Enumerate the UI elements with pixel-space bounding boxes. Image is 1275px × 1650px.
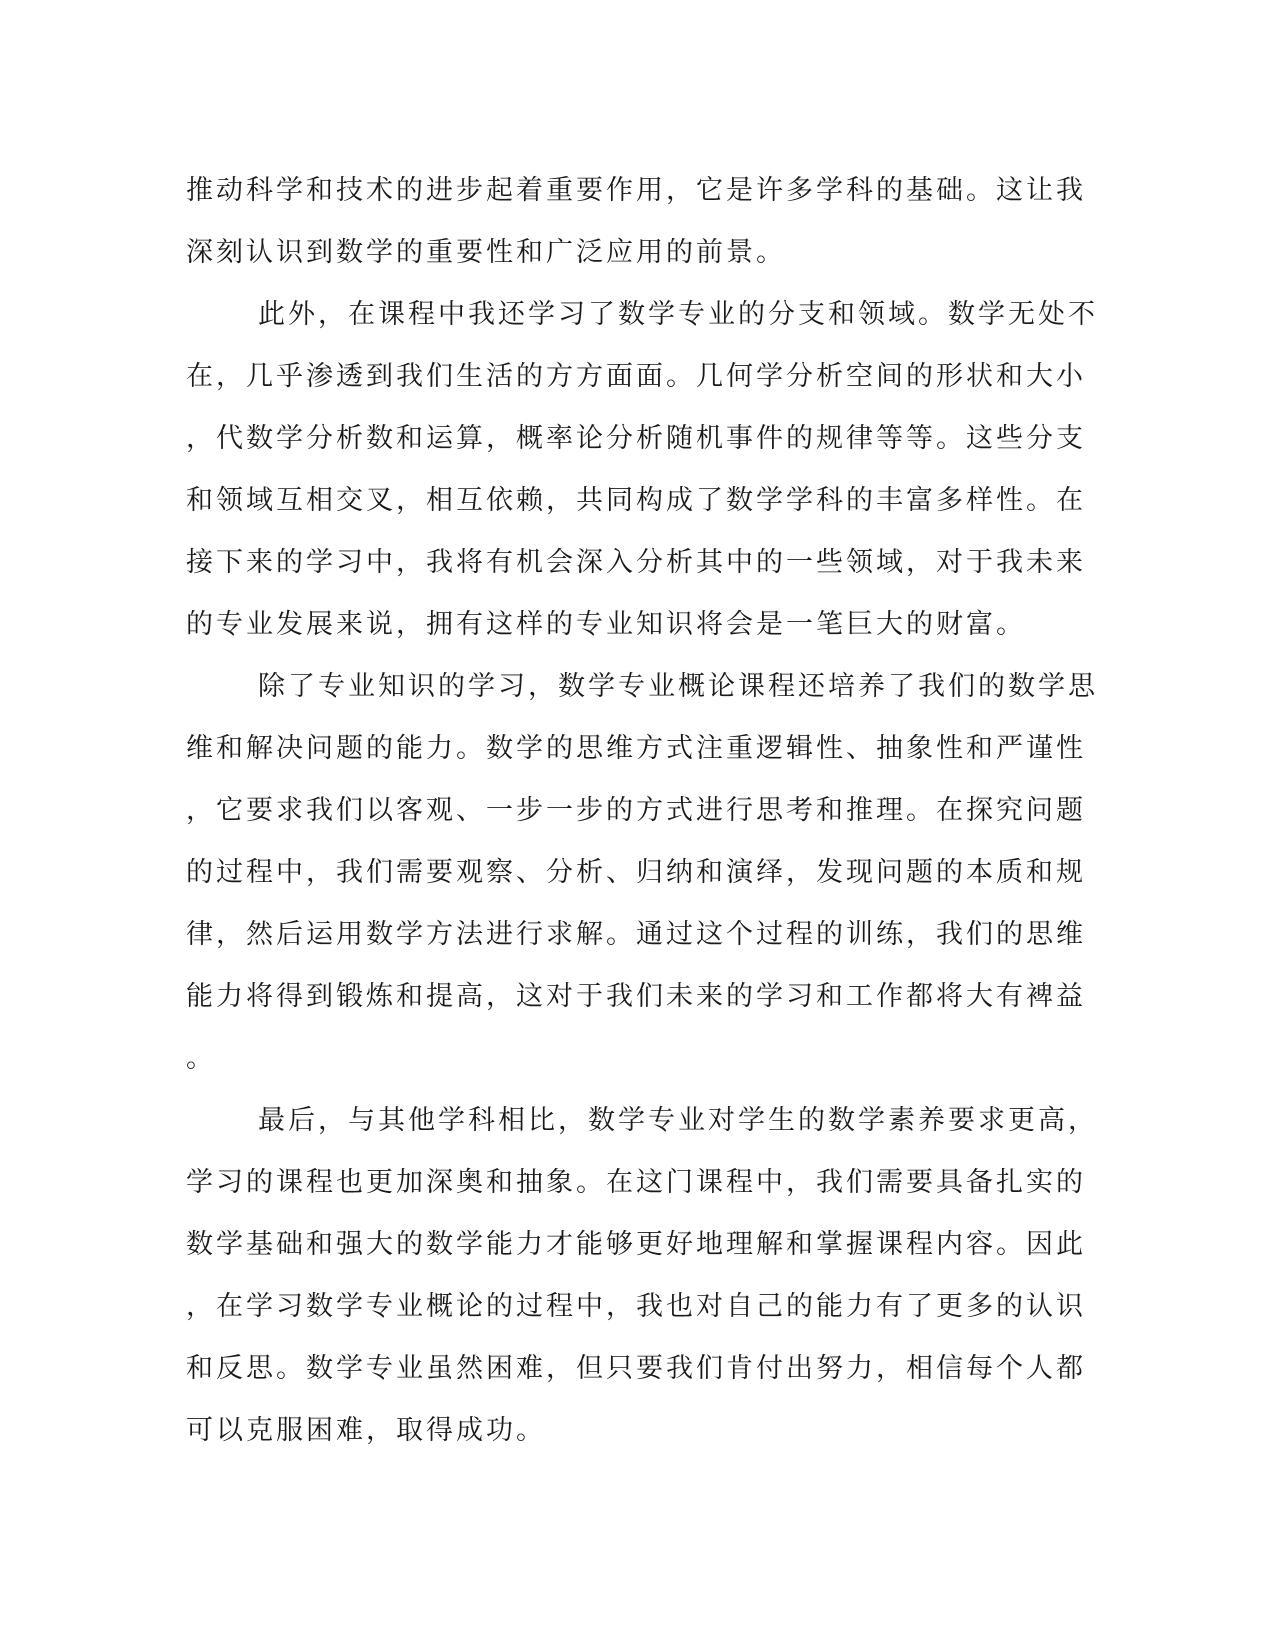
text-line: 除了专业知识的学习，数学专业概论课程还培养了我们的数学思 [258,671,1098,702]
text-line: 的过程中，我们需要观察、分析、归纳和演绎，发现问题的本质和规 [186,857,1086,888]
text-line: 最后，与其他学科相比，数学专业对学生的数学素养要求更高， [258,1105,1098,1136]
text-line: 数学基础和强大的数学能力才能够更好地理解和掌握课程内容。因此 [186,1229,1086,1260]
text-line: 的专业发展来说，拥有这样的专业知识将会是一笔巨大的财富。 [186,609,1026,640]
text-line: 能力将得到锻炼和提高，这对于我们未来的学习和工作都将大有裨益 [186,981,1086,1012]
text-line: 深刻认识到数学的重要性和广泛应用的前景。 [186,237,786,268]
paragraph-1 [186,160,1086,284]
paragraph-4 [186,1090,1098,1462]
text-line: 和领域互相交叉，相互依赖，共同构成了数学学科的丰富多样性。在 [186,485,1086,516]
text-line: ，在学习数学专业概论的过程中，我也对自己的能力有了更多的认识 [186,1291,1086,1322]
text-line: 此外，在课程中我还学习了数学专业的分支和领域。数学无处不 [258,299,1098,330]
text-line: 在，几乎渗透到我们生活的方方面面。几何学分析空间的形状和大小 [186,361,1086,392]
paragraph-3 [186,656,1098,1090]
text-line: 律，然后运用数学方法进行求解。通过这个过程的训练，我们的思维 [186,919,1086,950]
text-line: ，代数学分析数和运算，概率论分析随机事件的规律等等。这些分支 [186,423,1086,454]
text-line: 接下来的学习中，我将有机会深入分析其中的一些领域，对于我未来 [186,547,1086,578]
text-line: 学习的课程也更加深奥和抽象。在这门课程中，我们需要具备扎实的 [186,1167,1086,1198]
text-line: 。 [186,1043,216,1074]
document-body [186,160,1098,1462]
text-line: 推动科学和技术的进步起着重要作用，它是许多学科的基础。这让我 [186,175,1086,206]
text-line: ，它要求我们以客观、一步一步的方式进行思考和推理。在探究问题 [186,795,1086,826]
text-line: 维和解决问题的能力。数学的思维方式注重逻辑性、抽象性和严谨性 [186,733,1086,764]
text-line: 和反思。数学专业虽然困难，但只要我们肯付出努力，相信每个人都 [186,1353,1086,1384]
text-line: 可以克服困难，取得成功。 [186,1415,546,1446]
paragraph-2 [186,284,1098,656]
